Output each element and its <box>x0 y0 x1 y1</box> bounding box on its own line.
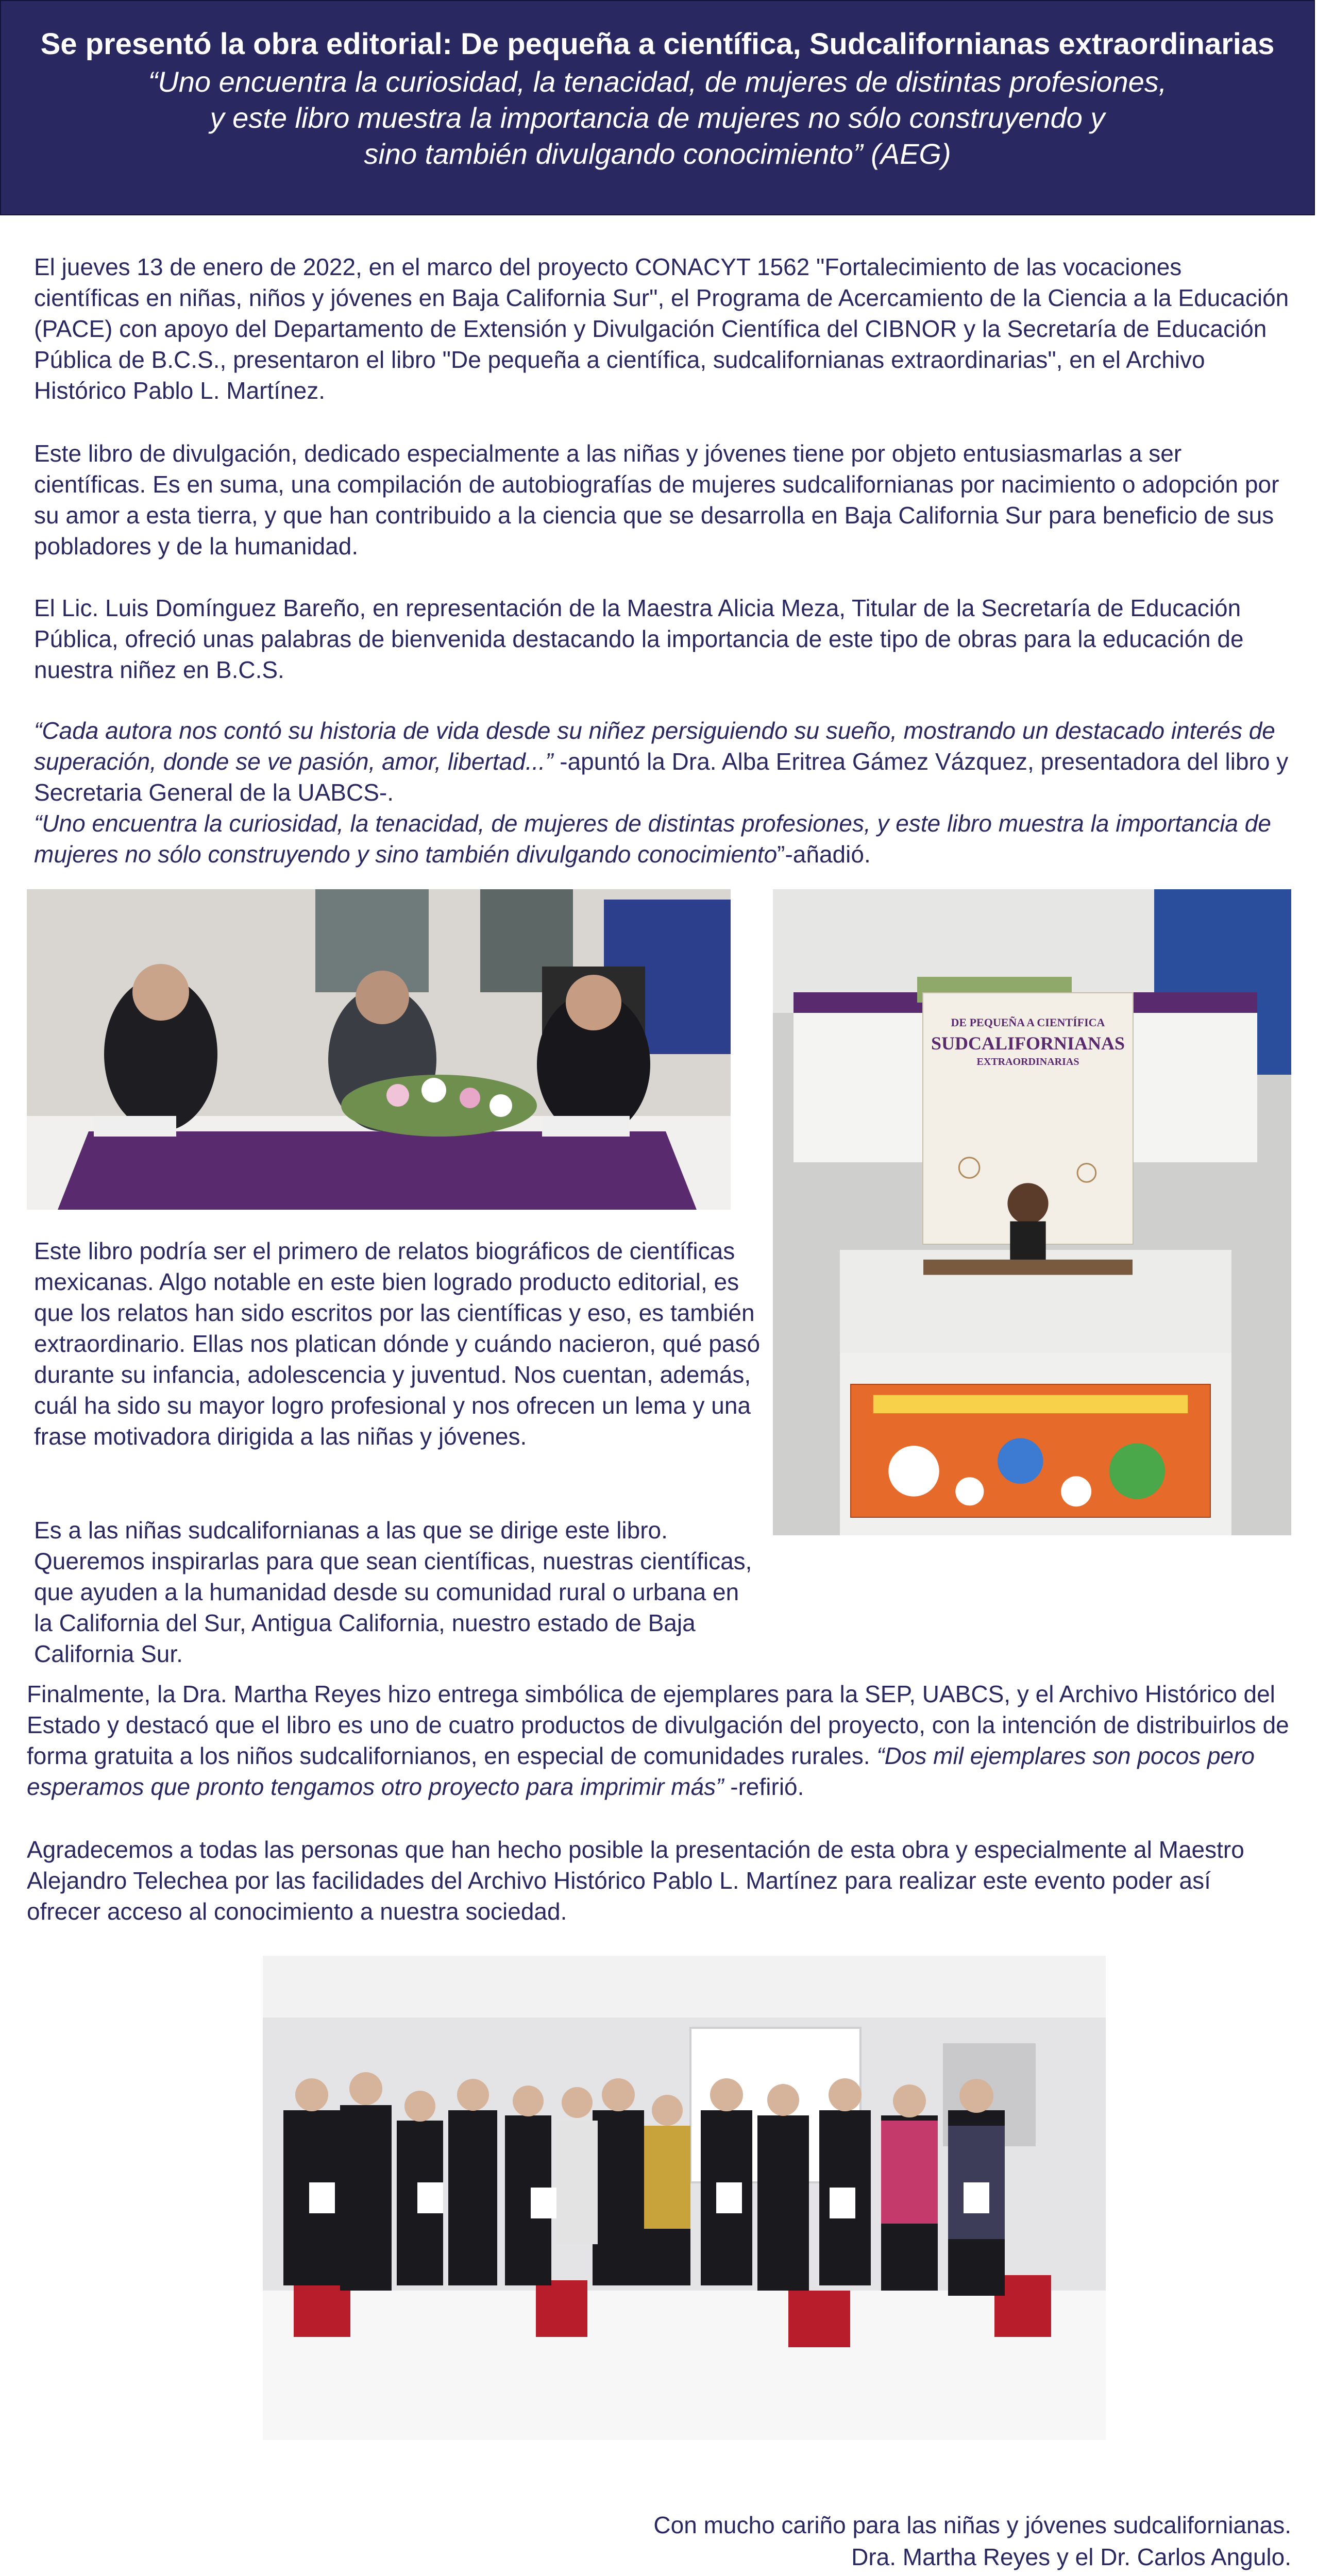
photo-presentation-panel <box>27 889 731 1210</box>
book-cover-line1: DE PEQUEÑA A CIENTÍFICA <box>951 1016 1105 1029</box>
coronavirus-booklet <box>850 1384 1211 1518</box>
paragraph-delivery <box>27 1679 1289 1802</box>
paragraph-quote-gamez <box>34 715 1291 808</box>
paragraph-welcome: El Lic. Luis Domínguez Bareño, en representación de la Maestra Alicia Meza, Titular de la Secretaría de Educación Pública, ofreció unas palabras de bienvenida destacando la importancia de este tipo de obras para la educación de nuestra niñez en B.C.S. <box>34 595 1244 683</box>
header-banner <box>0 0 1315 215</box>
quote-gamez-attribution: -apuntó la Dra. Alba Eritrea Gámez Vázquez, presentadora del libro y Secretaria General de la UABCS-. <box>34 748 1289 806</box>
delivery-quote: “Dos mil ejemplares son pocos pero esperamos que pronto tengamos otro proyecto para imprimir más” <box>27 1742 1255 1800</box>
delivery-attribution: -refirió. <box>723 1773 804 1800</box>
book-cover-line2: SUDCALIFORNIANAS <box>931 1033 1125 1054</box>
headline-title: Se presentó la obra editorial: De pequeña a científica, Sudcalifornianas extraordinarias <box>40 27 1275 61</box>
paragraph-audience: Es a las niñas sudcalifornianas a las que se dirige este libro. Queremos inspirarlas para que sean científicas, nuestras científicas, que ayuden a la humanidad desde su comunidad rural o urbana en la California del Sur, Antigua California, nuestro estado de Baja California Sur. <box>34 1517 752 1667</box>
paragraph-quote-curiosity <box>34 808 1291 870</box>
paragraph-biographies: Este libro podría ser el primero de relatos biográficos de científicas mexicanas. Algo notable en este bien logrado producto editorial, es que los relatos han sido escritos por las científicas y eso, es también extraordinario. Ellas nos platican dónde y cuándo nacieron, qué pasó durante su infancia, adolescencia y juventud. Nos cuentan, además, cuál ha sido su mayor logro profesional y nos ofrecen un lema y una frase motivadora dirigida a las niñas y jóvenes. <box>34 1238 761 1450</box>
book-cover-illustration <box>923 1073 1133 1324</box>
closing-signature <box>653 2509 1291 2573</box>
closing-authors: Dra. Martha Reyes y el Dr. Carlos Angulo. <box>851 2544 1291 2570</box>
quote-gamez: “Cada autora nos contó su historia de vida desde su niñez persiguiendo su sueño, mostrando un destacado interés de superación, donde se ve pasión, amor, libertad...” <box>34 717 1275 775</box>
delivery-text: Finalmente, la Dra. Martha Reyes hizo entrega simbólica de ejemplares para la SEP, UABCS, y el Archivo Histórico del Estado y destacó que el libro es uno de cuatro productos de divulgación del proyecto, con la intención de distribuirlos de forma gratuita a los niños sudcalifornianos, en especial de comunidades rurales. <box>27 1681 1289 1769</box>
paragraph-thanks: Agradecemos a todas las personas que han hecho posible la presentación de esta obra y especialmente al Maestro Alejandro Telechea por las facilidades del Archivo Histórico Pablo L. Martínez para realizar este evento poder así ofrecer acceso al conocimiento a nuestra sociedad. <box>27 1836 1244 1925</box>
quote-curiosity-attribution: ”-añadió. <box>777 841 871 868</box>
quote-curiosity: “Uno encuentra la curiosidad, la tenacidad, de mujeres de distintas profesiones, y este libro muestra la importancia de mujeres no sólo construyendo y sino también divulgando conocimiento <box>34 810 1271 868</box>
book-cover <box>922 992 1134 1245</box>
photo-book-display <box>773 889 1291 1535</box>
paragraph-book-purpose: Este libro de divulgación, dedicado especialmente a las niñas y jóvenes tiene por objeto entusiasmarlas a ser científicas. Es en suma, una compilación de autobiografías de mujeres sudcalifornianas por nacimiento o adopción por su amor a esta tierra, y que han contribuido a la ciencia que se desarrolla en Baja California Sur para beneficio de sus pobladores y de la humanidad. <box>34 440 1279 560</box>
photo-group <box>263 1956 1106 2440</box>
book-cover-line3: EXTRAORDINARIAS <box>976 1056 1079 1067</box>
paragraph-intro: El jueves 13 de enero de 2022, en el marco del proyecto CONACYT 1562 "Fortalecimiento de las vocaciones científicas en niñas, niños y jóvenes en Baja California Sur", el Programa de Acercamiento de la Ciencia a la Educación (PACE) con apoyo del Departamento de Extensión y Divulgación Científica del CIBNOR y la Secretaría de Educación Pública de B.C.S., presentaron el libro "De pequeña a científica, sudcalifornianas extraordinarias", en el Archivo Histórico Pablo L. Martínez. <box>34 253 1289 404</box>
closing-dedication: Con mucho cariño para las niñas y jóvenes sudcalifornianas. <box>653 2512 1291 2538</box>
headline-quote: “Uno encuentra la curiosidad, la tenacidad, de mujeres de distintas profesiones, y este libro muestra la importancia de mujeres no sólo construyendo y sino también divulgando conocimiento” (AEG) <box>148 65 1167 170</box>
